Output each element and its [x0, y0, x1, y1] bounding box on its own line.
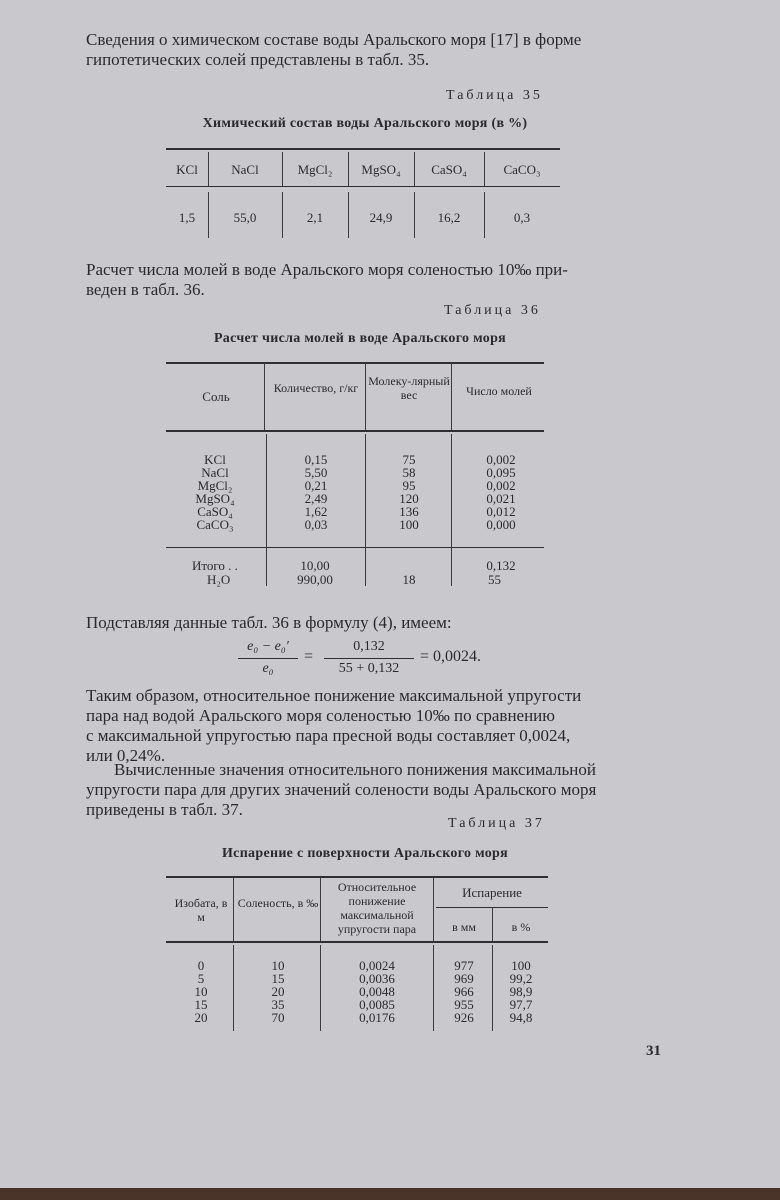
- table35-vline: [484, 152, 485, 186]
- page-edge: [0, 1188, 780, 1200]
- table36-amount-column: [270, 453, 362, 531]
- table37-relative-column: [322, 959, 432, 1024]
- table37-vline-5: [233, 945, 234, 1031]
- formula-lhs-numerator: e₀ − e₀′: [247, 639, 289, 654]
- formula-rhs-denominator: 55 + 0,132: [338, 661, 400, 676]
- para5-line-3: приведены в табл. 37.: [86, 800, 243, 819]
- table36-salt-cell: CaCO₃: [196, 517, 234, 532]
- table35-value-cell: 16,2: [437, 210, 461, 225]
- table37-header-evap: Испарение: [462, 885, 522, 900]
- table36-salt-cell: MgCl₂: [197, 478, 233, 493]
- table37-vline-4: [492, 908, 493, 941]
- table37-header-isobath: Изобата, в м: [174, 896, 228, 924]
- table36-molweight-column: [368, 453, 450, 531]
- table35-value-cell: 24,9: [369, 210, 393, 225]
- table37-vline-6: [320, 945, 321, 1031]
- table37-salinity-column: [236, 959, 320, 1024]
- table37-label: Таблица 37: [448, 816, 545, 831]
- table36-header-salt: Соль: [202, 389, 230, 404]
- table37-relative-cell: 0,0024: [359, 958, 395, 973]
- table37-evap-mm-cell: 977: [454, 958, 474, 973]
- table37-evap-pct-cell: 94,8: [509, 1010, 533, 1025]
- table36-water-molweight: 18: [402, 572, 416, 587]
- table36-vline-3: [451, 363, 452, 430]
- table36-molweight-cell: 120: [399, 491, 419, 506]
- table37-header-relative: Относительное понижение максимальной упругости пара: [337, 880, 417, 936]
- table35-caption: Химический состав воды Аральского моря (в %): [202, 116, 528, 131]
- table37-vline-1: [233, 877, 234, 941]
- table37-header-salinity: Соленость, в ‰: [237, 896, 319, 910]
- table35-vline: [348, 152, 349, 186]
- table37-salinity-cell: 15: [271, 971, 285, 986]
- table36-salt-cell: NaCl: [201, 465, 229, 480]
- table36-header-moles: Число молей: [466, 384, 532, 398]
- table36-water-moles: 55: [488, 572, 501, 587]
- intro-line-2: гипотетических солей представлены в табл. 35.: [86, 50, 430, 69]
- para3: Подставляя данные табл. 36 в формулу (4), имеем:: [86, 613, 452, 632]
- para5-line-1: Вычисленные значения относительного понижения максимальной: [114, 760, 596, 779]
- table37-isobath-cell: 5: [197, 971, 205, 986]
- table36-header-molweight: Молеку-лярный вес: [368, 374, 450, 402]
- table35-top-rule: [166, 148, 560, 150]
- table35-value-cell: 1,5: [178, 210, 196, 225]
- table37-evap-pct-cell: 100: [511, 958, 531, 973]
- table35-header-cell: KCl: [176, 162, 198, 177]
- para4-line-3: с максимальной упругостью пара пресной воды составляет 0,0024,: [86, 726, 571, 745]
- para4-line-1: Таким образом, относительное понижение максимальной упругости: [86, 686, 582, 705]
- table35-value-cell: 55,0: [233, 210, 257, 225]
- formula-rhs-numerator: 0,132: [353, 639, 385, 654]
- table36-vline-2: [365, 363, 366, 430]
- table37-isobath-column: [170, 959, 232, 1024]
- table37-evap-mm-column: [436, 959, 492, 1024]
- table36-amount-cell: 0,03: [304, 517, 328, 532]
- table36-water-label: H₂O: [207, 572, 231, 587]
- formula-lhs-bar: [238, 658, 298, 659]
- formula-result: = 0,0024.: [420, 648, 482, 665]
- table37-evap-mm-cell: 955: [454, 997, 474, 1012]
- table37-isobath-cell: 10: [194, 984, 208, 999]
- table36-header-rule: [166, 430, 544, 432]
- table37-header-evap-mm: в мм: [452, 920, 476, 934]
- table35-vline: [282, 192, 283, 238]
- table36-vline-4: [266, 434, 267, 586]
- table37-isobath-cell: 20: [194, 1010, 208, 1025]
- table37-relative-cell: 0,0176: [359, 1010, 395, 1025]
- table35-vline: [414, 152, 415, 186]
- table35-value-cell: 2,1: [306, 210, 324, 225]
- table36-vline-6: [451, 434, 452, 586]
- table37-salinity-cell: 70: [271, 1010, 285, 1025]
- table36-water-amount: 990,00: [297, 572, 333, 587]
- table36-salt-cell: CaSO₄: [197, 504, 233, 519]
- table36-moles-cell: 0,002: [486, 452, 516, 467]
- table37-vline-8: [492, 945, 493, 1031]
- formula-rhs-bar: [324, 658, 414, 659]
- table35-vline: [208, 152, 209, 186]
- table37-salinity-cell: 35: [271, 997, 285, 1012]
- table35-label: Таблица 35: [446, 88, 543, 103]
- table36-total-amount: 10,00: [300, 558, 330, 573]
- table35-vline: [348, 192, 349, 238]
- table37-relative-cell: 0,0085: [359, 997, 395, 1012]
- table36-vline-1: [264, 363, 265, 430]
- table36-amount-cell: 0,15: [304, 452, 328, 467]
- para2-line-1: Расчет числа молей в воде Аральского моря соленостью 10‰ при-: [86, 260, 568, 279]
- table37-top-rule: [166, 876, 548, 878]
- table36-top-rule: [166, 362, 544, 364]
- table36-caption: Расчет числа молей в воде Аральского моря: [213, 331, 507, 346]
- table37-evap-pct-cell: 98,9: [509, 984, 533, 999]
- para2-line-2: веден в табл. 36.: [86, 280, 205, 299]
- table36-moles-cell: 0,012: [486, 504, 516, 519]
- table36-amount-cell: 5,50: [304, 465, 328, 480]
- table36-total-rule: [166, 547, 544, 548]
- table36-salt-column: [170, 453, 260, 531]
- table37-salinity-cell: 20: [271, 984, 285, 999]
- table36-header-amount: Количество, г/кг: [273, 381, 359, 395]
- table37-relative-cell: 0,0036: [359, 971, 395, 986]
- table35-vline: [282, 152, 283, 186]
- table35-header-cell: CaSO₄: [431, 162, 467, 177]
- table36-molweight-cell: 58: [402, 465, 416, 480]
- table37-salinity-cell: 10: [271, 958, 285, 973]
- table36-salt-cell: MgSO₄: [195, 491, 235, 506]
- table37-evap-pct-cell: 97,7: [509, 997, 533, 1012]
- table36-molweight-cell: 75: [402, 452, 416, 467]
- table36-amount-cell: 2,49: [304, 491, 328, 506]
- table35-header-cell: NaCl: [231, 162, 259, 177]
- intro-line-1: Сведения о химическом составе воды Аральского моря [17] в форме: [86, 30, 582, 49]
- table37-evap-pct-column: [494, 959, 548, 1024]
- para5-line-2: упругости пара для других значений солености воды Аральского моря: [86, 780, 597, 799]
- table35-vline: [208, 192, 209, 238]
- table37-header-evap-pct: в %: [511, 920, 531, 934]
- para4-line-2: пара над водой Аральского моря соленостью 10‰ по сравнению: [86, 706, 555, 725]
- table37-caption: Испарение с поверхности Аральского моря: [221, 846, 509, 861]
- para4-line-4: или 0,24%.: [86, 746, 166, 765]
- table35-header-rule: [166, 186, 560, 187]
- table37-evap-mm-cell: 969: [454, 971, 474, 986]
- table36-amount-cell: 0,21: [304, 478, 328, 493]
- table35-value-cell: 0,3: [513, 210, 531, 225]
- table35-header-cell: MgCl₂: [297, 162, 333, 177]
- table36-amount-cell: 1,62: [304, 504, 328, 519]
- table37-header-rule: [166, 941, 548, 943]
- table36-moles-cell: 0,095: [486, 465, 516, 480]
- table36-molweight-cell: 136: [399, 504, 419, 519]
- table37-relative-cell: 0,0048: [359, 984, 395, 999]
- table37-vline-3: [433, 877, 434, 941]
- table36-moles-cell: 0,002: [486, 478, 516, 493]
- table36-molweight-cell: 95: [402, 478, 416, 493]
- table37-evap-mm-cell: 926: [454, 1010, 474, 1025]
- table37-isobath-cell: 0: [197, 958, 205, 973]
- page-number: 31: [646, 1043, 661, 1059]
- formula-lhs-denominator: e₀: [262, 661, 274, 676]
- table37-vline-2: [320, 877, 321, 941]
- table37-isobath-cell: 15: [194, 997, 208, 1012]
- formula-equals: =: [304, 648, 314, 665]
- table37-vline-7: [433, 945, 434, 1031]
- table36-molweight-cell: 100: [399, 517, 419, 532]
- table35-vline: [484, 192, 485, 238]
- table36-moles-cell: 0,000: [486, 517, 516, 532]
- table37-evap-pct-cell: 99,2: [509, 971, 533, 986]
- table35-header-cell: MgSO₄: [361, 162, 401, 177]
- table36-moles-column: [458, 453, 544, 531]
- table36-moles-cell: 0,021: [486, 491, 516, 506]
- table35-header-cell: CaCO₃: [503, 162, 541, 177]
- table36-salt-cell: KCl: [204, 452, 226, 467]
- table36-total-label: Итого . .: [192, 558, 238, 573]
- table35-vline: [414, 192, 415, 238]
- table36-total-moles: 0,132: [486, 558, 516, 573]
- table37-evap-mm-cell: 966: [454, 984, 474, 999]
- table36-vline-5: [365, 434, 366, 586]
- table36-label: Таблица 36: [444, 303, 541, 318]
